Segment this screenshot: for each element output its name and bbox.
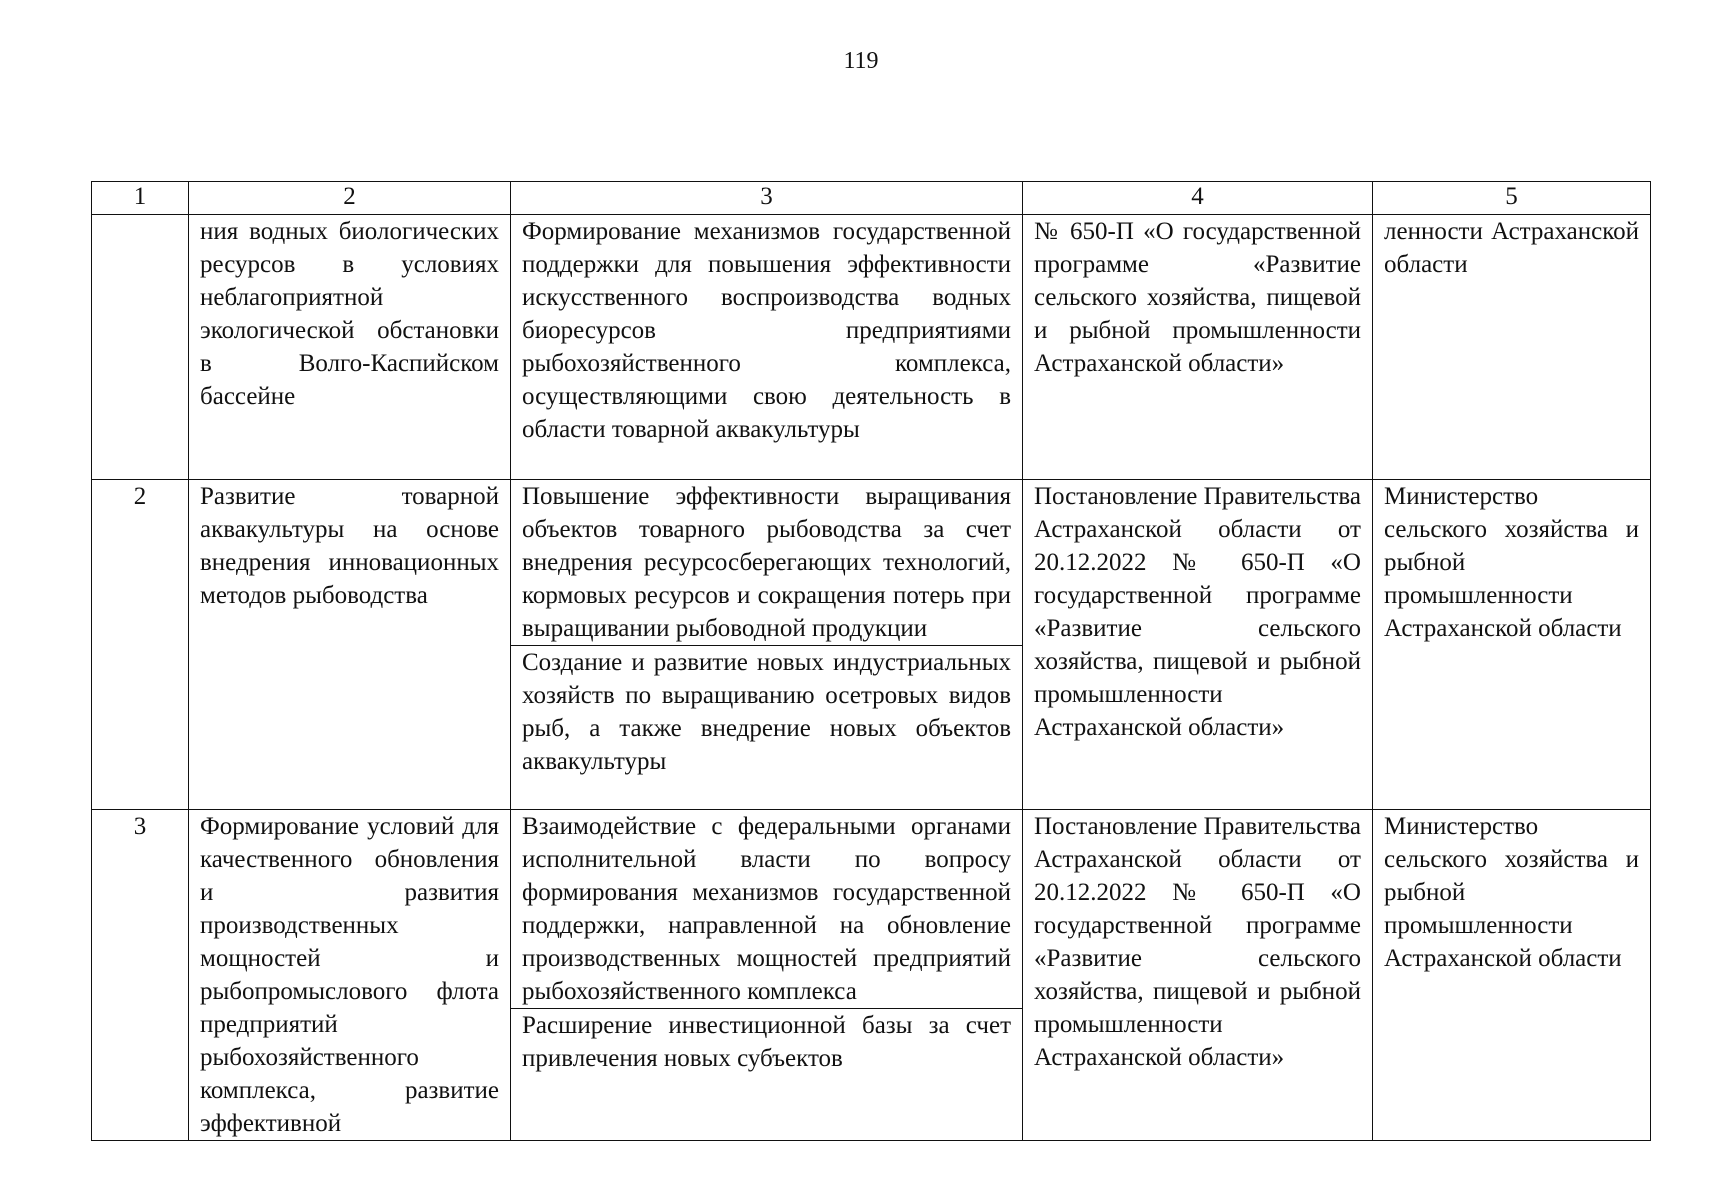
page-number: 119 [843,48,879,74]
table-row-3 [92,810,1651,1141]
responsible-cell: ленности Астраханской области [1373,215,1651,480]
task-cell: ния водных биологических ресурсов в условиях неблагоприятной экологической обстановки в Волго-Каспийском бассейне [189,215,511,480]
column-header-2: 2 [189,182,511,215]
column-header-1: 1 [92,182,189,215]
measures-cell [511,810,1023,1141]
column-header-4: 4 [1023,182,1373,215]
table-row-continuation [92,215,1651,480]
document-table [91,181,1651,1141]
table-header-row [92,182,1651,215]
measure-item: Создание и развитие новых индустриальных хозяйств по выращиванию осетровых видов рыб, а также внедрение новых объектов аквакультуры [511,645,1022,778]
row-number-cell: 3 [92,810,189,1141]
legal-act-cell: Постановление Правительства Астраханской области от 20.12.2022 № 650-П «О государственной программе «Развитие сельского хозяйства, пищевой и рыбной промышленности Астраханской области» [1023,810,1373,1141]
measures-cell [511,480,1023,810]
task-cell: Развитие товарной аквакультуры на основе внедрения инновационных методов рыбоводства [189,480,511,810]
row-number-cell [92,215,189,480]
legal-act-cell: № 650-П «О государственной программе «Развитие сельского хозяйства, пищевой и рыбной промышленности Астраханской области» [1023,215,1373,480]
table-row-2 [92,480,1651,810]
measure-item: Повышение эффективности выращивания объектов товарного рыбоводства за счет внедрения ресурсосберегающих технологий, кормовых ресурсов и сокращения потерь при выращивании рыбоводной продукции [522,483,1011,642]
column-header-3: 3 [511,182,1023,215]
measures-cell: Формирование механизмов государственной поддержки для повышения эффективности искусственного воспроизводства водных биоресурсов предприятиями рыбохозяйственного комплекса, осуществляющими свою деятельность в области товарной аквакультуры [511,215,1023,480]
legal-act-cell: Постановление Правительства Астраханской области от 20.12.2022 № 650-П «О государственной программе «Развитие сельского хозяйства, пищевой и рыбной промышленности Астраханской области» [1023,480,1373,810]
row-number-cell: 2 [92,480,189,810]
responsible-cell: Министерство сельского хозяйства и рыбной промышленности Астраханской области [1373,810,1651,1141]
task-cell: Формирование условий для качественного обновления и развития производственных мощностей и рыбопромыслового флота предприятий рыбохозяйственного комплекса, развитие эффективной [189,810,511,1141]
measure-item: Взаимодействие с федеральными органами исполнительной власти по вопросу формирования механизмов государственной поддержки, направленной на обновление производственных мощностей предприятий рыбохозяйственного комплекса [522,813,1011,1005]
column-header-5: 5 [1373,182,1651,215]
responsible-cell: Министерство сельского хозяйства и рыбной промышленности Астраханской области [1373,480,1651,810]
measure-item: Расширение инвестиционной базы за счет привлечения новых субъектов [511,1008,1022,1075]
